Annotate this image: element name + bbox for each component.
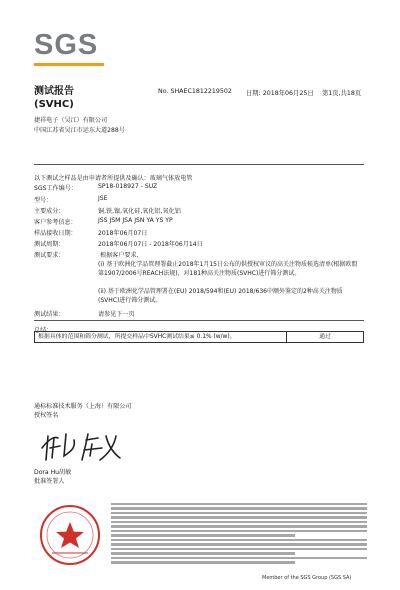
client-address: 中国江苏省吴江市运东大道288号: [34, 127, 125, 134]
signatory-name: Dora Hu胡敏: [34, 469, 72, 476]
field-value: 根据客户要求，: [100, 252, 143, 259]
report-number: No. SHAEC1812219502: [158, 88, 232, 95]
fine-print-line: [111, 530, 367, 532]
logo-text: SGS: [34, 29, 99, 61]
signatory-caption: 授权签名: [34, 412, 59, 419]
fine-print-line: [111, 543, 367, 545]
field-value: JSS JSM JSA JSN YA YS YP: [98, 217, 173, 224]
client-block: [34, 116, 125, 136]
result-label: 测试结果：: [34, 311, 65, 318]
fine-print-line: [111, 525, 367, 527]
summary-label: 总结：: [34, 327, 53, 334]
report-title: 测试报告: [34, 86, 74, 97]
client-name: 捷祥电子（吴江）有限公司: [34, 117, 108, 124]
intro-statement: 以下测试之样品是由申请者所提供及确认：玻璃气体放电管: [34, 175, 193, 182]
fine-print-line: [111, 548, 367, 550]
field-label: 客户参考信息：: [34, 219, 77, 226]
company-seal-icon: [34, 503, 106, 567]
field-label: 主要成分：: [34, 208, 65, 215]
field-value: 铜,铁,镍,氧化硅,氧化铝,氧化铝: [98, 208, 181, 215]
fine-print-line: [111, 561, 295, 563]
report-subtitle: (SVHC): [34, 99, 74, 110]
fine-print-line: [111, 516, 367, 518]
field-value: SP18-018927 - SUZ: [98, 183, 158, 190]
fine-print-line: [111, 552, 295, 554]
requirement-item-2: (ii) 基于欧洲化学品管理署在(EU) 2018/594和(EU) 2018/636中额外鉴定的2种高关注物质(SVHC)进行筛分测试。: [98, 288, 343, 304]
field-value: 2018年06月07日: [98, 230, 148, 237]
fine-print-line: [111, 539, 367, 541]
footer-fine-print: [111, 503, 367, 565]
signatory-org: [34, 402, 132, 420]
field-label: SGS工作编号：: [34, 185, 77, 192]
signatory-company: 通标标准技术服务（上海）有限公司: [34, 403, 132, 410]
fine-print-line: [111, 503, 367, 505]
field-value: JSE: [98, 195, 108, 202]
logo-underline: [34, 63, 104, 66]
requirement-item-1: (i) 基于欧洲化学品管理署截止2018年1月15日公布的供授权审议的高关注物质候选清单(根据欧盟第1907/2006号REACH法规)，对181种高关注物质(SVHC)进行筛分测试。: [98, 261, 358, 277]
fine-print-line: [111, 557, 367, 559]
footer-terms: [34, 503, 368, 567]
fine-print-line: [111, 512, 367, 514]
summary-table: [34, 331, 364, 343]
field-value: 2018年06月07日 - 2018年06月14日: [98, 241, 203, 248]
signatory-block: [34, 468, 71, 486]
fine-print-line: [111, 521, 367, 523]
divider-top: [34, 164, 364, 165]
fine-print-line: [111, 507, 367, 509]
page-indicator: 第1页,共18页: [322, 90, 362, 97]
field-label: 样品接收日期：: [34, 230, 77, 237]
sgs-group-member: Member of the SGS Group (SGS SA): [262, 575, 352, 581]
field-label: 测试要求：: [34, 252, 65, 259]
summary-statement: 根据具体的范围和筛分测试，所提交样品中SVHC测试结果≤ 0.1% (w/w)。: [35, 332, 287, 343]
summary-verdict: 通过: [319, 334, 331, 340]
divider-summary: [34, 320, 364, 321]
sgs-logo: [34, 30, 106, 70]
report-date: 日期: 2018年06月25日: [246, 90, 314, 97]
result-value: 请参见下一页: [98, 311, 135, 318]
signatory-title: 批准签署人: [34, 478, 65, 485]
field-label: 测试周期：: [34, 241, 65, 248]
field-label: 型号：: [34, 197, 53, 204]
handwritten-signature: [36, 426, 132, 466]
fine-print-line: [111, 534, 295, 536]
